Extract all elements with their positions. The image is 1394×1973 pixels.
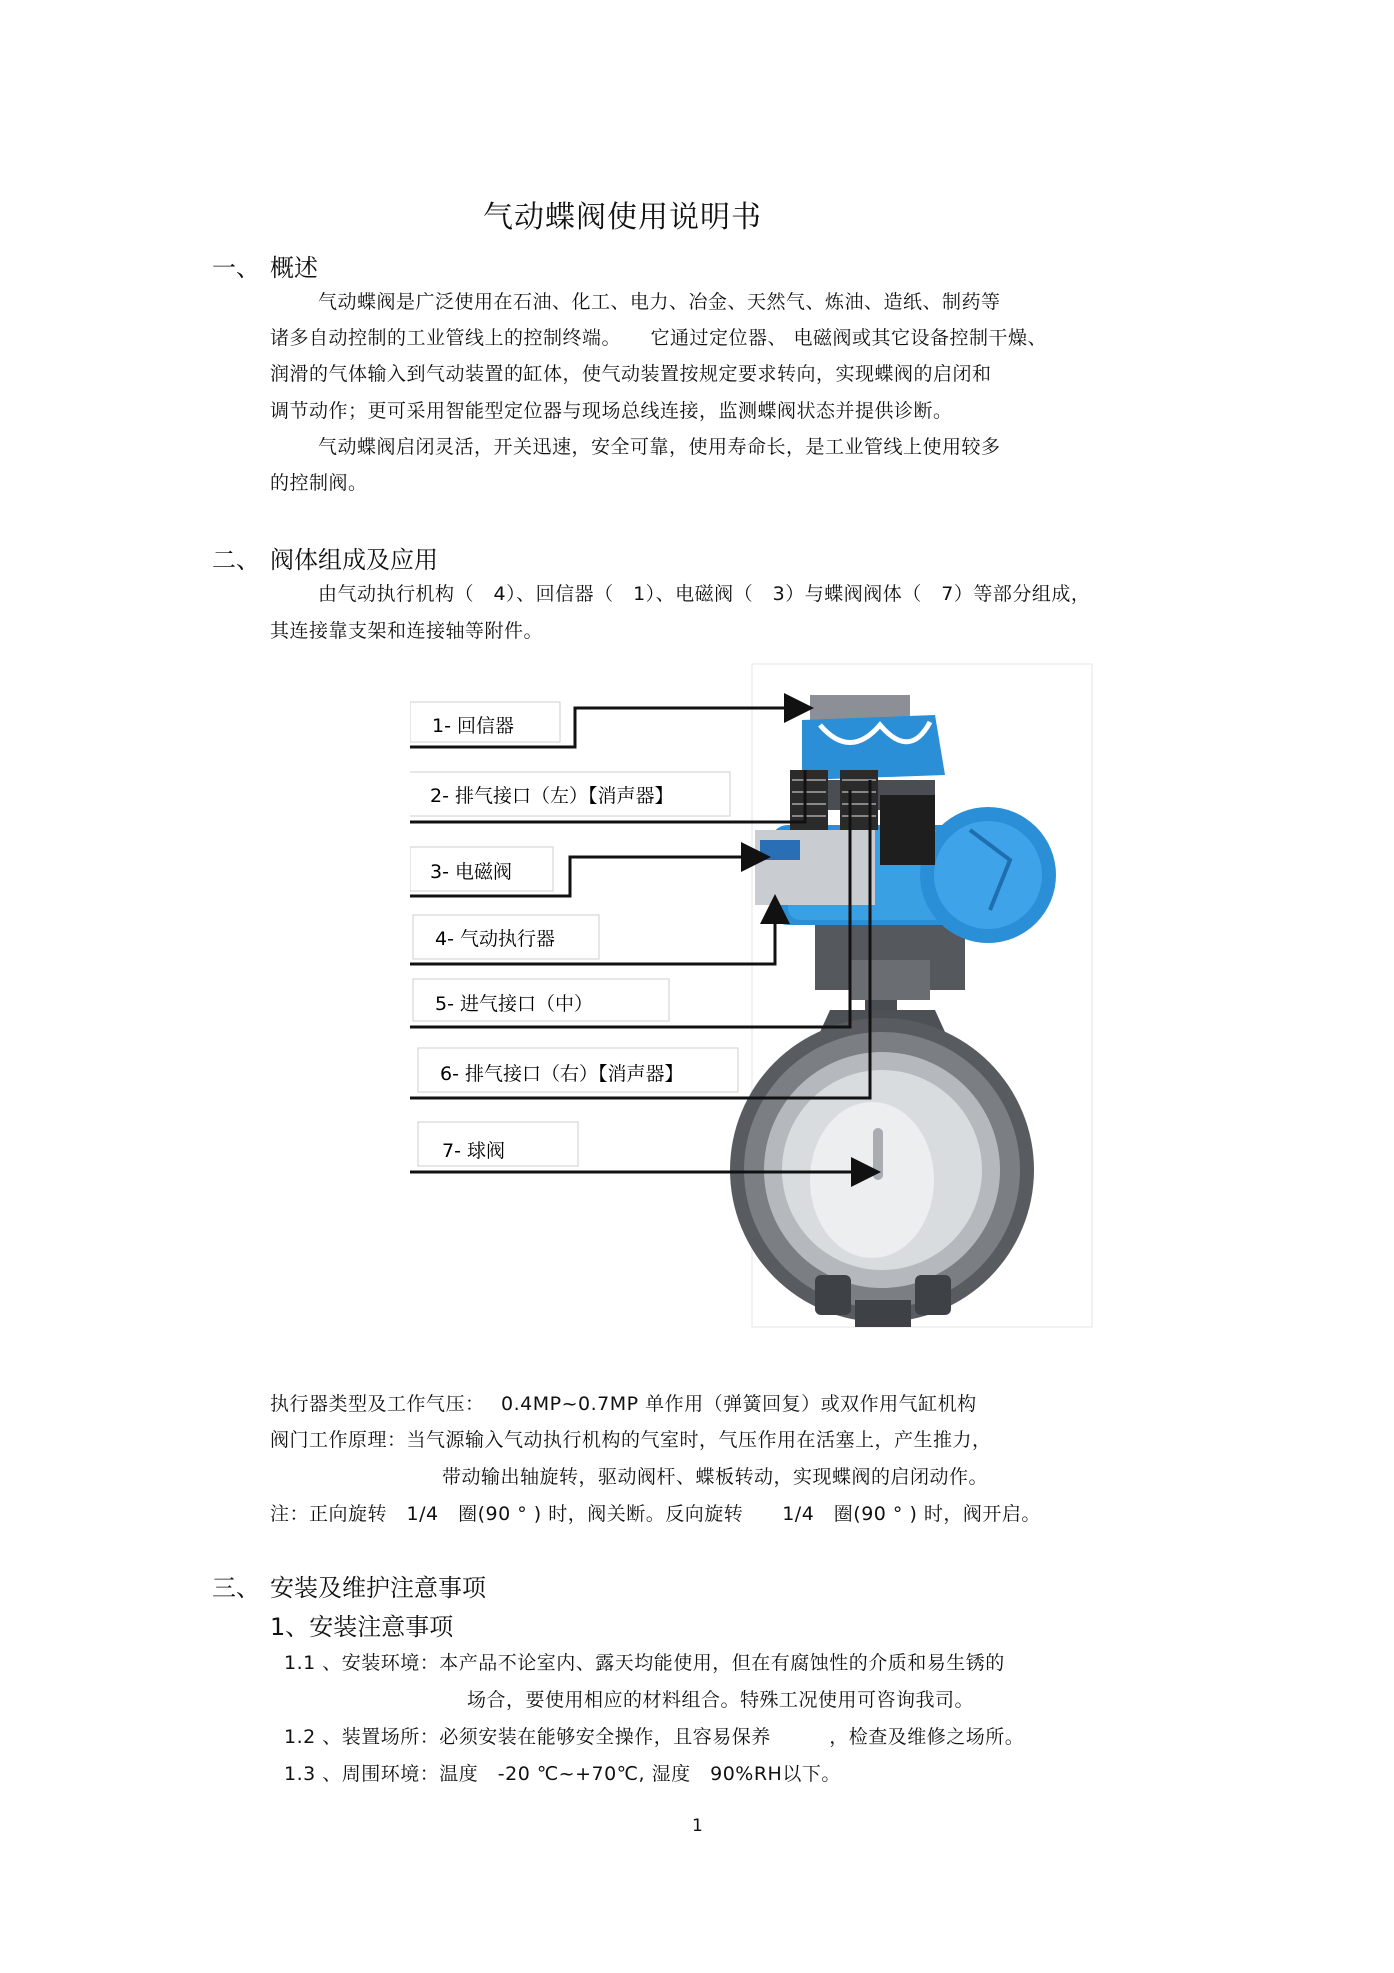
callout-label-6: 6- 排气接口（右）【消声器】 bbox=[440, 1063, 684, 1085]
install-item: 1.1 、安装环境：本产品不论室内、露天均能使用，但在有腐蚀性的介质和易生锈的 bbox=[284, 1652, 1005, 1674]
document-title: 气动蝶阀使用说明书 bbox=[483, 200, 762, 235]
section1-number: 一、 bbox=[212, 254, 260, 282]
spec-note: 注：正向旋转 1/4 圈(90 ° ) 时，阀关断。反向旋转 1/4 圈(90 ° ) 时，阀开启。 bbox=[270, 1503, 1041, 1525]
callout-label-4: 4- 气动执行器 bbox=[435, 928, 555, 950]
valve-diagram-svg bbox=[410, 660, 1095, 1330]
install-item-cont: 场合，要使用相应的材料组合。特殊工况使用可咨询我司。 bbox=[467, 1689, 975, 1711]
section3-subheading: 1、安装注意事项 bbox=[270, 1613, 454, 1641]
section1-line: 诸多自动控制的工业管线上的控制终端。 它通过定位器、 电磁阀或其它设备控制干燥、 bbox=[270, 327, 1048, 349]
callout-labels bbox=[410, 702, 738, 1166]
section1-line: 润滑的气体输入到气动装置的缸体，使气动装置按规定要求转向，实现蝶阀的启闭和 bbox=[270, 363, 992, 385]
callout-label-7: 7- 球阀 bbox=[442, 1140, 505, 1162]
install-item: 1.3 、周围环境：温度 -20 ℃~+70℃, 湿度 90%RH以下。 bbox=[284, 1763, 841, 1785]
section1-line: 的控制阀。 bbox=[270, 472, 368, 494]
spec-actuator-type: 执行器类型及工作气压： 0.4MP~0.7MP 单作用（弹簧回复）或双作用气缸机构 bbox=[270, 1393, 977, 1415]
callout-label-5: 5- 进气接口（中） bbox=[435, 993, 593, 1015]
section1-line: 调节动作；更可采用智能型定位器与现场总线连接，监测蝶阀状态并提供诊断。 bbox=[270, 400, 953, 422]
section2-line: 其连接靠支架和连接轴等附件。 bbox=[270, 620, 544, 642]
callout-label-2: 2- 排气接口（左）【消声器】 bbox=[430, 785, 674, 807]
section1-heading: 概述 bbox=[270, 254, 318, 282]
section1-line: 气动蝶阀启闭灵活，开关迅速，安全可靠，使用寿命长，是工业管线上使用较多 bbox=[318, 436, 1001, 458]
callout-label-1: 1- 回信器 bbox=[432, 715, 514, 737]
section2-number: 二、 bbox=[212, 546, 260, 574]
section2-heading: 阀体组成及应用 bbox=[270, 546, 438, 574]
section3-heading: 安装及维护注意事项 bbox=[270, 1574, 486, 1602]
callout-label-3: 3- 电磁阀 bbox=[430, 861, 512, 883]
page-number: 1 bbox=[692, 1816, 703, 1836]
spec-principle: 阀门工作原理：当气源输入气动执行机构的气室时，气压作用在活塞上，产生推力， bbox=[270, 1429, 992, 1451]
section2-line: 由气动执行机构（ 4）、回信器（ 1）、电磁阀（ 3）与蝶阀阀体（ 7）等部分组成， bbox=[318, 583, 1091, 605]
section3-number: 三、 bbox=[212, 1574, 260, 1602]
section1-line: 气动蝶阀是广泛使用在石油、化工、电力、冶金、天然气、炼油、造纸、制药等 bbox=[318, 291, 1001, 313]
install-item: 1.2 、装置场所：必须安装在能够安全操作，且容易保养 ，检查及维修之场所。 bbox=[284, 1726, 1025, 1748]
valve-diagram bbox=[410, 660, 1095, 1330]
spec-principle-cont: 带动输出轴旋转，驱动阀杆、蝶板转动，实现蝶阀的启闭动作。 bbox=[442, 1466, 989, 1488]
